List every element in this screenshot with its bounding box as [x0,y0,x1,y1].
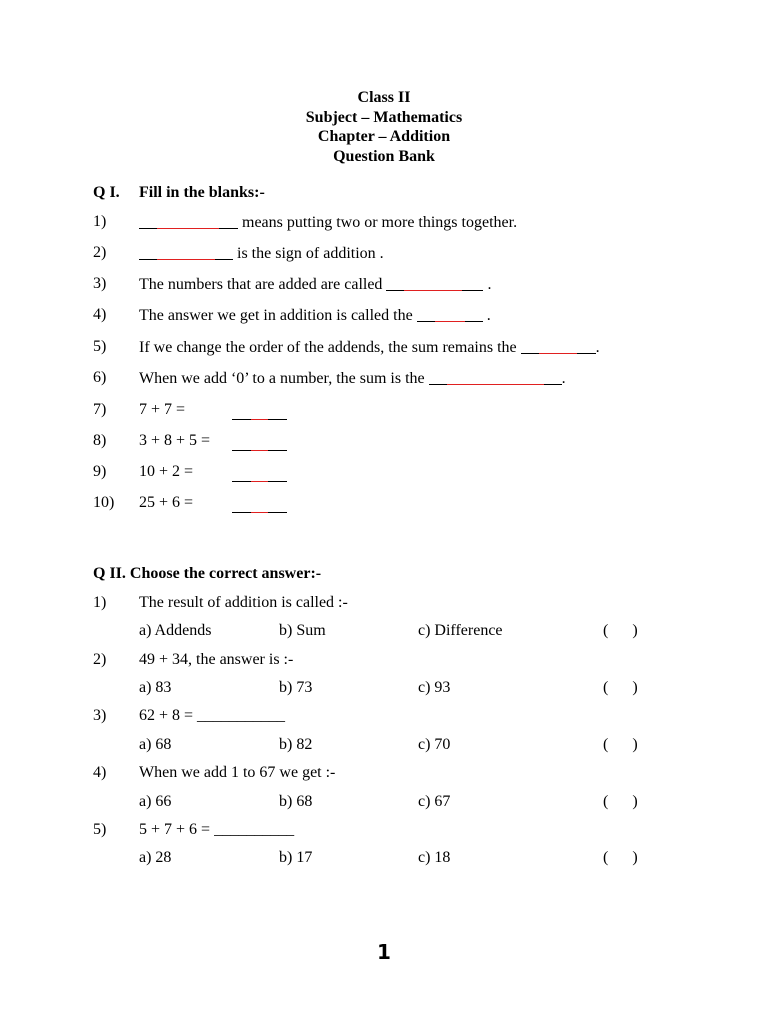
question-text-end: . [483,276,492,293]
question-text-end: . [595,339,600,356]
question-number: 10) [93,494,115,511]
mcq-5-option-b[interactable]: b) 17 [279,849,313,866]
question-text: means putting two or more things together. [238,214,518,231]
mcq-4-option-a[interactable]: a) 66 [139,793,172,810]
answer-blank[interactable] [139,244,233,258]
answer-blank[interactable] [232,404,287,418]
answer-box[interactable]: ( ) [603,679,638,696]
answer-box[interactable]: ( ) [603,736,638,753]
question-number: 9) [93,463,107,480]
question-number: 8) [93,432,107,449]
question-text-end: . [561,370,566,387]
question-text: The numbers that are added are called [139,276,387,293]
mcq-2-option-a[interactable]: a) 83 [139,679,172,696]
question-text: If we change the order of the addends, the sum remains the [139,339,521,356]
question-number: 4) [93,306,107,323]
question-number: 3) [93,275,107,292]
answer-blank[interactable] [386,275,483,289]
question-text: The result of addition is called :- [139,594,348,611]
question-number: 1) [93,594,107,611]
section-1-number: Q I. [93,184,120,201]
mcq-3-option-c[interactable]: c) 70 [418,736,451,753]
section-1-heading [93,184,265,202]
answer-blank[interactable] [232,497,287,511]
question-text: is the sign of addition . [233,245,384,262]
mcq-4-option-b[interactable]: b) 68 [279,793,313,810]
answer-box[interactable]: ( ) [603,849,638,866]
question-bank-title: Question Bank [333,147,435,165]
answer-blank[interactable] [429,369,562,383]
question-text: The answer we get in addition is called the [139,307,417,324]
answer-blank[interactable] [139,213,238,227]
question-number: 5) [93,821,107,838]
mcq-4-option-c[interactable]: c) 67 [418,793,451,810]
question-text: When we add ‘0’ to a number, the sum is the [139,370,429,387]
chapter-title: Chapter – Addition [317,128,451,145]
mcq-1-option-b[interactable]: b) Sum [279,622,326,639]
question-text: 25 + 6 = [139,494,194,511]
question-number: 1) [93,213,107,230]
document-header [0,88,768,166]
section-2-heading: Q II. Choose the correct answer:- [93,565,322,582]
question-text: 7 + 7 = [139,401,186,418]
mcq-2-option-c[interactable]: c) 93 [418,679,451,696]
question-text: 62 + 8 = ___________ [139,707,286,724]
mcq-5-option-a[interactable]: a) 28 [139,849,172,866]
question-text: When we add 1 to 67 we get :- [139,764,336,781]
question-text: 49 + 34, the answer is :- [139,651,294,668]
question-number: 6) [93,369,107,386]
mcq-3-option-a[interactable]: a) 68 [139,736,172,753]
answer-blank[interactable] [521,338,596,352]
class-title: Class II [357,89,411,106]
question-number: 4) [93,764,107,781]
answer-box[interactable]: ( ) [603,622,638,639]
question-text-end: . [482,307,491,324]
question-text: 10 + 2 = [139,463,194,480]
question-text: 3 + 8 + 5 = [139,432,211,449]
mcq-1-option-a[interactable]: a) Addends [139,622,212,639]
mcq-2-option-b[interactable]: b) 73 [279,679,313,696]
question-number: 2) [93,244,107,261]
mcq-5-option-c[interactable]: c) 18 [418,849,451,866]
subject-title: Subject – Mathematics [305,108,463,126]
answer-box[interactable]: ( ) [603,793,638,810]
section-1-title: Fill in the blanks:- [139,184,265,201]
question-text: 5 + 7 + 6 = __________ [139,821,295,838]
page-number: 1 [377,940,391,964]
mcq-3-option-b[interactable]: b) 82 [279,736,313,753]
question-number: 3) [93,707,107,724]
question-number: 7) [93,401,107,418]
question-number: 2) [93,651,107,668]
mcq-1-option-c[interactable]: c) Difference [418,622,503,639]
answer-blank[interactable] [417,306,483,320]
question-number: 5) [93,338,107,355]
answer-blank[interactable] [232,435,287,449]
answer-blank[interactable] [232,466,287,480]
